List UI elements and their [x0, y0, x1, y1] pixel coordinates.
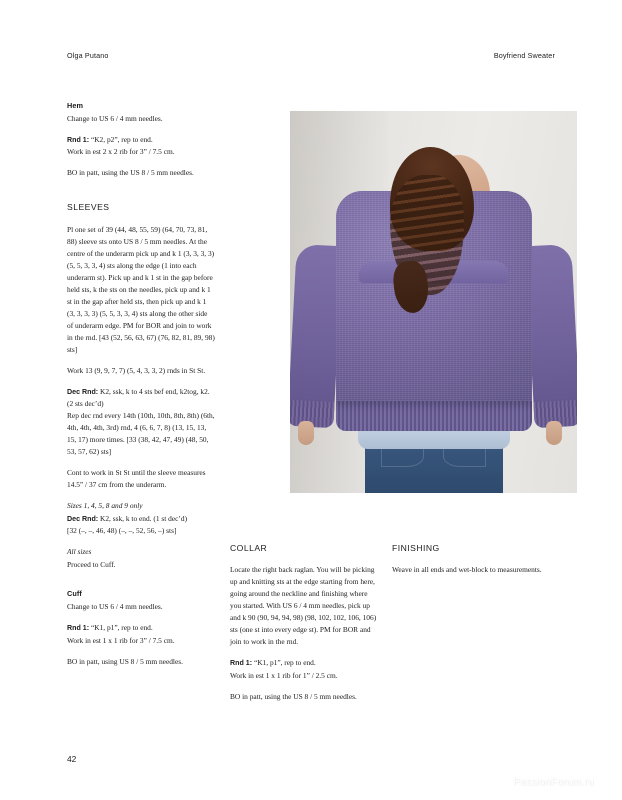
- heading-hem: Hem: [67, 101, 84, 110]
- collar-rnd1: [230, 657, 378, 669]
- cuff-rnd1: [67, 622, 215, 634]
- collar-paragraph-1: Locate the right back raglan. You will be picking up and knitting sts at the edge starting from here, going around the neckline and finishing where you started. With US 6 / 4 mm needles, pick up and k 90 (90, 94, 94, 98) (98, 102, 102, 106, 106) sts (one st into every edge st). PM for BOR and join to work in the rnd.: [230, 565, 377, 647]
- hem-change-needles: Change to US 6 / 4 mm needles.: [67, 113, 163, 123]
- collar-rib-line: Work in est 1 x 1 rib for 1” / 2.5 cm.: [230, 670, 338, 680]
- sleeves-paragraph-1: Pl one set of 39 (44, 48, 55, 59) (64, 70, 73, 81, 88) sleeve sts onto US 8 / 5 mm needles. At the centre of the underarm pick up and k 1 (3, 3, 3, 3) (5, 5, 3, 3, 4) sts along the edge (1 into each underarm st). Pick up and k 1 st in the gap before held sts, k the sts on the needles, pick up and k 1 st in the gap after held sts, then pick up and k 1 (3, 3, 3, 3) (5, 5, 3, 3, 4) sts along the other side of underarm edge. PM for BOR and join to work in the rnd. [43 (52, 56, 63, 67) (76, 82, 81, 89, 98) sts]: [67, 224, 215, 354]
- hem-bind-off: BO in patt, using the US 8 / 5 mm needles.: [67, 168, 194, 178]
- page-number: 42: [67, 754, 77, 764]
- photo-sweater-ribbed-hem: [336, 401, 532, 431]
- heading-collar: COLLAR: [230, 543, 268, 553]
- cuff-change-needles: Change to US 6 / 4 mm needles.: [67, 602, 163, 612]
- sleeves-all-sizes-note: All sizes: [67, 547, 92, 557]
- collar-rnd1-text: “K1, p1”, rep to end.: [253, 658, 316, 668]
- heading-cuff: Cuff: [67, 589, 82, 599]
- sleeves-sizes-note: Sizes 1, 4, 5, 8 and 9 only: [67, 500, 143, 510]
- column-middle: [230, 543, 378, 712]
- sleeves-cont-line: Cont to work in St St until the sleeve measures 14.5” / 37 cm from the underarm.: [67, 467, 206, 489]
- hem-rib-line: Work in est 2 x 2 rib for 3” / 7.5 cm.: [67, 147, 175, 157]
- spacer: [67, 188, 215, 202]
- photo-sleeve-right: [525, 244, 577, 428]
- sleeves-dec-rnd: [67, 386, 215, 410]
- sleeves-paragraph-2: Work 13 (9, 9, 7, 7) (5, 4, 3, 3, 2) rnds in St St.: [67, 365, 206, 375]
- cuff-rnd1-text: “K1, p1”, rep to end.: [90, 623, 153, 633]
- sleeves-dec-rnd-text: K2, ssk, k to 4 sts bef end, k2tog, k2. (2 sts dec’d): [67, 386, 210, 408]
- photo-hand-left: [298, 421, 314, 445]
- cuff-rib-line: Work in est 1 x 1 rib for 3” / 7.5 cm.: [67, 635, 175, 645]
- spacer: [67, 580, 215, 589]
- heading-sleeves: SLEEVES: [67, 202, 110, 213]
- collar-bind-off: BO in patt, using the US 8 / 5 mm needles.: [230, 691, 357, 701]
- cuff-bind-off: BO in patt, using US 8 / 5 mm needles.: [67, 656, 183, 666]
- sweater-photograph: [290, 111, 577, 493]
- sleeves-dec-rnd-2: [67, 513, 215, 525]
- column-left: [67, 101, 215, 677]
- running-head-title: Boyfriend Sweater: [493, 51, 555, 60]
- sleeves-dec-rnd-2-counts: [32 (–, –, 46, 48) (–, –, 52, 56, –) sts]: [67, 526, 177, 536]
- heading-finishing: FINISHING: [392, 543, 440, 553]
- sleeves-dec-rnd-2-label: Dec Rnd:: [67, 514, 99, 523]
- running-head: [67, 51, 555, 63]
- finishing-paragraph-1: Weave in all ends and wet-block to measurements.: [392, 565, 542, 575]
- sleeves-proceed-line: Proceed to Cuff.: [67, 560, 116, 570]
- hem-rnd1-label: Rnd 1:: [67, 135, 90, 144]
- photo-sleeve-left: [290, 244, 342, 428]
- sleeves-dec-rnd-2-text: K2, ssk, k to end. (1 st dec’d): [100, 513, 188, 523]
- column-right: [392, 543, 542, 585]
- running-head-author: Olga Putano: [67, 51, 109, 60]
- sleeves-dec-rnd-label: Dec Rnd:: [67, 387, 99, 396]
- photo-hand-right: [546, 421, 562, 445]
- hem-rnd1-text: “K2, p2”, rep to end.: [90, 134, 153, 144]
- collar-rnd1-label: Rnd 1:: [230, 659, 253, 668]
- cuff-rnd1-label: Rnd 1:: [67, 624, 90, 633]
- watermark: PassionForum.ru: [513, 777, 594, 788]
- sleeves-rep-dec: Rep dec rnd every 14th (10th, 10th, 8th, 8th) (6th, 4th, 4th, 4th, 3rd) rnd, 4 (6, 6, 7, 8) (13, 15, 13, 15, 17) more times. [33 (38, 42, 47, 49) (48, 50, 53, 57, 62) sts]: [67, 410, 215, 456]
- hem-rnd1: [67, 134, 215, 146]
